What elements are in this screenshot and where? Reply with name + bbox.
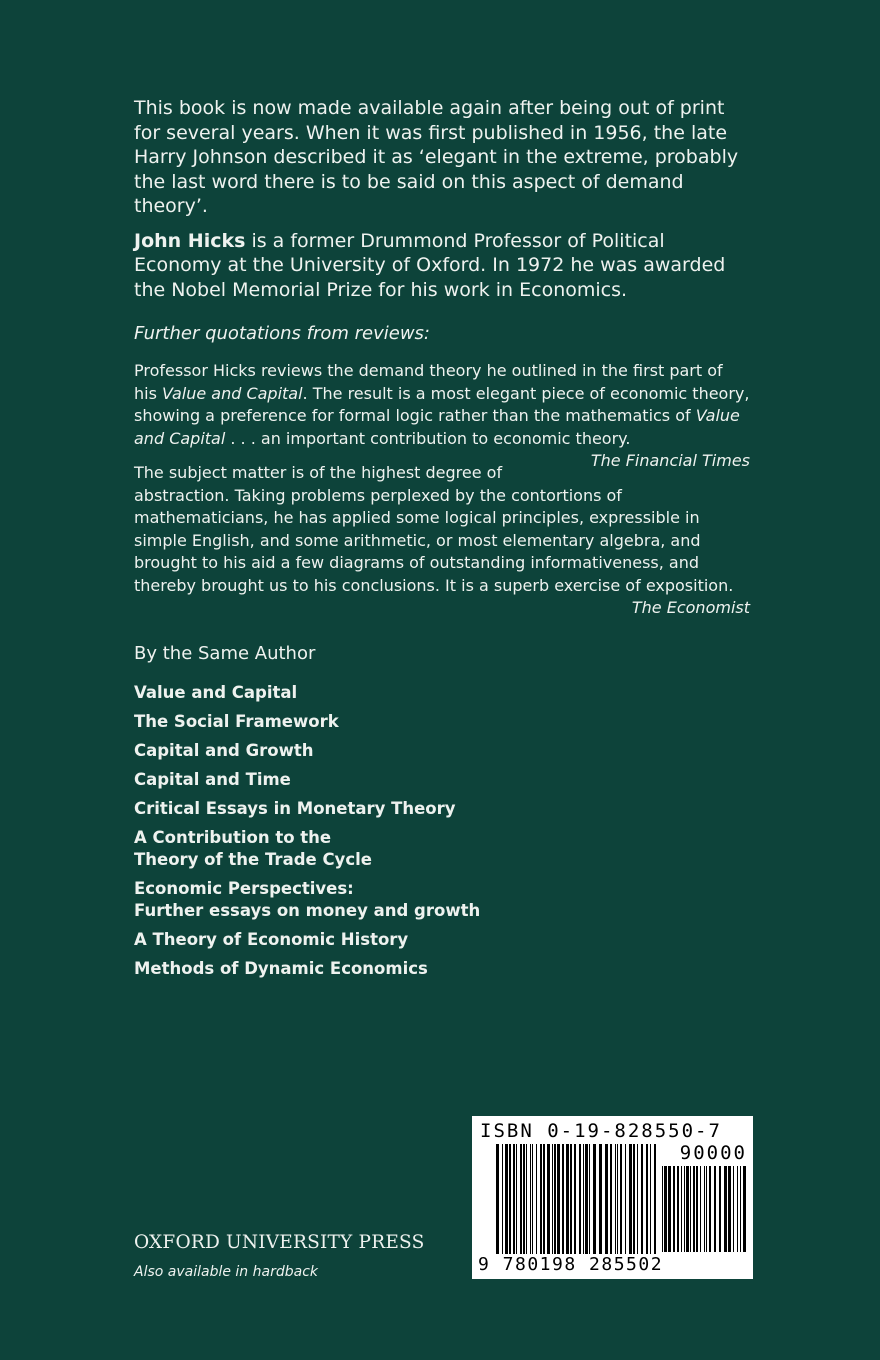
barcode-bar <box>509 1144 511 1254</box>
barcode-bar <box>579 1144 581 1254</box>
price-code: 90000 <box>679 1142 747 1164</box>
barcode-bar <box>526 1144 527 1254</box>
list-item: Capital and Growth <box>134 740 314 760</box>
barcode-bar <box>513 1144 515 1254</box>
barcode-bar <box>523 1144 525 1254</box>
barcode-bar <box>700 1166 701 1252</box>
review-economist <box>134 462 750 620</box>
review-financial-times <box>134 360 750 470</box>
barcode-addon-bars <box>662 1166 746 1252</box>
barcode-bar <box>605 1144 608 1254</box>
barcode-bar <box>532 1144 533 1254</box>
barcode-bar <box>681 1166 682 1252</box>
barcode-bar <box>664 1166 667 1252</box>
barcode-bar <box>668 1166 671 1252</box>
barcode-bar <box>724 1166 727 1252</box>
barcode-bar <box>654 1144 656 1254</box>
ean-number: 9 780198 285502 <box>478 1254 664 1275</box>
barcode-bar <box>562 1144 564 1254</box>
barcode-bar <box>740 1166 741 1252</box>
barcode-bar <box>557 1144 560 1254</box>
barcode-bar <box>709 1166 711 1252</box>
author-name: John Hicks <box>134 229 246 252</box>
list-item: Methods of Dynamic Economics <box>134 958 428 978</box>
barcode-bar <box>583 1144 584 1254</box>
barcode-bar <box>641 1144 643 1254</box>
barcode-bar <box>620 1144 622 1254</box>
barcode-bar <box>693 1166 695 1252</box>
barcode-bar <box>574 1144 576 1254</box>
barcode-bar <box>733 1166 734 1252</box>
review1-text-3: . . . an important contribution to economic theory. <box>225 428 631 448</box>
barcode-bar <box>719 1166 721 1252</box>
barcode-bar <box>673 1166 675 1252</box>
isbn-text: ISBN 0-19-828550-7 <box>480 1120 722 1142</box>
barcode-bar <box>530 1144 531 1254</box>
review1-text-2: . The result is a most elegant piece of economic theory, showing a preference for formal logic rather than the mathematics of <box>134 383 750 425</box>
list-item: A Theory of Economic History <box>134 929 409 949</box>
barcode-bar <box>633 1144 635 1254</box>
barcode-bar <box>686 1166 689 1252</box>
list-item: The Social Framework <box>134 711 339 731</box>
barcode-bar <box>536 1144 537 1254</box>
barcode-bar <box>552 1144 553 1254</box>
barcode-bar <box>554 1144 556 1254</box>
review1-source: The Financial Times <box>590 451 750 470</box>
author-bio-text: is a former Drummond Professor of Political Economy at the University of Oxford. In 1972 he was awarded the Nobel Memorial Prize for his work in Economics. <box>134 229 726 301</box>
barcode-bars <box>496 1144 656 1254</box>
barcode-bar <box>585 1144 588 1254</box>
barcode-bar <box>566 1144 569 1254</box>
barcode-bar <box>589 1144 590 1254</box>
works-list <box>134 682 750 980</box>
barcode-bar <box>625 1144 626 1254</box>
barcode-bar <box>593 1144 596 1254</box>
barcode-bar <box>743 1166 746 1252</box>
barcode-bar <box>662 1166 663 1252</box>
barcode-bar <box>502 1144 503 1254</box>
barcode-bar <box>570 1144 572 1254</box>
barcode-bar <box>677 1166 679 1252</box>
barcode-bar <box>706 1166 707 1252</box>
barcode-bar <box>520 1144 522 1254</box>
list-item: Critical Essays in Monetary Theory <box>134 798 456 818</box>
barcode-bar <box>547 1144 550 1254</box>
review2-source: The Economist <box>631 598 750 617</box>
intro-paragraph: This book is now made available again after being out of print for several years. When it was first published in 1956, the late Harry Johnson described it as ‘elegant in the extreme, probably the last word there is to be said on this aspect of demand theory’. <box>134 97 739 217</box>
barcode-bar <box>516 1144 517 1254</box>
author-bio <box>134 229 750 303</box>
further-quotations-heading: Further quotations from reviews: <box>134 323 430 344</box>
back-cover-text <box>134 96 750 987</box>
hardback-note: Also available in hardback <box>134 1264 318 1280</box>
barcode-bar <box>737 1166 738 1252</box>
barcode-bar <box>650 1144 651 1254</box>
barcode-bar <box>728 1166 731 1252</box>
review1-book-title-2: Value and Capital <box>134 406 740 448</box>
barcode-bar <box>615 1144 616 1254</box>
barcode <box>472 1116 753 1279</box>
barcode-bar <box>496 1144 499 1254</box>
barcode-bar <box>540 1144 542 1254</box>
list-item: Capital and Time <box>134 769 291 789</box>
barcode-bar <box>543 1144 545 1254</box>
review1-book-title-1: Value and Capital <box>162 383 303 403</box>
barcode-bar <box>629 1144 632 1254</box>
barcode-bar <box>690 1166 691 1252</box>
same-author-heading: By the Same Author <box>134 642 316 664</box>
barcode-bar <box>704 1166 705 1252</box>
review1-text-1: Professor Hicks reviews the demand theory he outlined in the first part of his <box>134 361 723 403</box>
barcode-bar <box>617 1144 618 1254</box>
barcode-bar <box>610 1144 612 1254</box>
barcode-bar <box>696 1166 698 1252</box>
barcode-bar <box>637 1144 638 1254</box>
review2-text: The subject matter is of the highest degree of abstraction. Taking problems perplexed by the contortions of mathematicians, he has applied some logical principles, expressible in simple English, and some arithmetic, or most elementary algebra, and brought to his aid a few diagrams of outstanding informativeness, and thereby brought us to his conclusions. It is a superb exercise of exposition. <box>134 463 734 595</box>
list-item: Economic Perspectives: Further essays on money and growth <box>134 878 481 920</box>
list-item: Value and Capital <box>134 682 298 702</box>
list-item: A Contribution to the Theory of the Trade Cycle <box>134 827 372 869</box>
barcode-bar <box>714 1166 716 1252</box>
barcode-bar <box>684 1166 685 1252</box>
barcode-bar <box>599 1144 602 1254</box>
barcode-bar <box>505 1144 508 1254</box>
publisher-name: OXFORD UNIVERSITY PRESS <box>134 1232 425 1253</box>
barcode-bar <box>646 1144 648 1254</box>
